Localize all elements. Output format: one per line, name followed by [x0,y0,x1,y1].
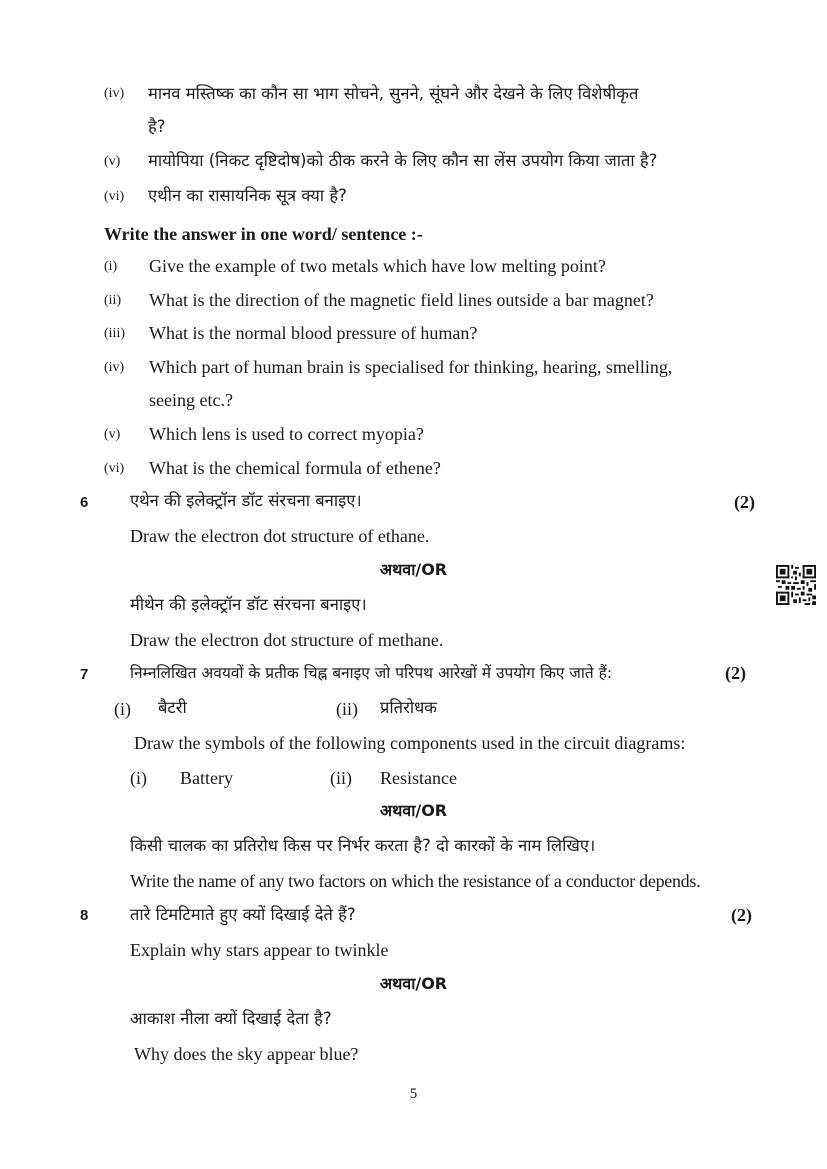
option-number: (i) [114,699,131,719]
question-number: 6 [80,494,89,511]
item-number: (vi) [104,461,125,476]
option-text-hindi: प्रतिरोधक [380,698,437,717]
section-heading: Write the answer in one word/ sentence :- [104,224,423,244]
option-text: Battery [180,768,233,788]
question-text-hindi: मानव मस्तिष्क का कौन सा भाग सोचने, सुनने, सूंघने और देखने के लिए विशेषीकृत [148,84,639,103]
item-number: (iii) [104,326,125,341]
question-text: Why does the sky appear blue? [134,1044,359,1064]
marks-label: (2) [734,492,755,512]
question-text-hindi: एथीन का रासायनिक सूत्र क्या है? [148,186,347,205]
question-text-hindi: तारे टिमटिमाते हुए क्यों दिखाई देते हैं? [130,905,356,924]
question-text-hindi: एथेन की इलेक्ट्रॉन डॉट संरचना बनाइए। [130,491,362,510]
question-number: 8 [80,907,89,924]
question-text-cont: seeing etc.? [149,390,233,410]
marks-label: (2) [731,905,752,925]
option-number: (i) [130,768,147,788]
item-number: (vi) [104,189,125,204]
option-text-hindi: बैटरी [158,698,187,717]
question-text-hindi: आकाश नीला क्यों दिखाई देता है? [130,1009,332,1028]
item-number: (v) [104,154,121,169]
question-text: What is the normal blood pressure of human? [149,323,478,343]
page-number: 5 [409,1086,418,1102]
item-number: (iv) [104,360,125,375]
qr-code-icon [776,565,816,605]
question-text: Draw the electron dot structure of ethane. [130,526,430,546]
question-text: Draw the symbols of the following components used in the circuit diagrams: [134,733,686,753]
marks-label: (2) [725,663,746,683]
question-text-hindi: किसी चालक का प्रतिरोध किस पर निर्भर करता है? दो कारकों के नाम लिखिए। [130,836,596,855]
question-text-hindi: निम्नलिखित अवयवों के प्रतीक चिह्न बनाइए जो परिपथ आरेखों में उपयोग किए जाते हैं: [130,664,613,682]
question-text: What is the chemical formula of ethene? [149,458,441,478]
option-number: (ii) [336,699,358,719]
question-text: Write the name of any two factors on which the resistance of a conductor depends. [130,871,701,891]
question-text: What is the direction of the magnetic field lines outside a bar magnet? [149,290,654,310]
question-text: Which lens is used to correct myopia? [149,424,424,444]
question-text: Explain why stars appear to twinkle [130,940,389,960]
question-text: Give the example of two metals which have low melting point? [149,256,606,276]
item-number: (iv) [104,86,125,101]
question-text: Which part of human brain is specialised for thinking, hearing, smelling, [149,357,673,377]
item-number: (v) [104,427,121,442]
question-text-hindi-cont: है? [148,117,166,136]
or-divider: अथवा/OR [379,801,448,820]
or-divider: अथवा/OR [379,560,448,579]
question-text-hindi: मीथेन की इलेक्ट्रॉन डॉट संरचना बनाइए। [130,595,367,614]
option-text: Resistance [380,768,457,788]
question-text: Draw the electron dot structure of methane. [130,630,444,650]
question-text-hindi: मायोपिया (निकट दृष्टिदोष)को ठीक करने के लिए कौन सा लेंस उपयोग किया जाता है? [148,151,658,170]
option-number: (ii) [330,768,352,788]
item-number: (i) [104,259,118,274]
question-number: 7 [80,666,89,683]
or-divider: अथवा/OR [379,974,448,993]
item-number: (ii) [104,293,122,308]
